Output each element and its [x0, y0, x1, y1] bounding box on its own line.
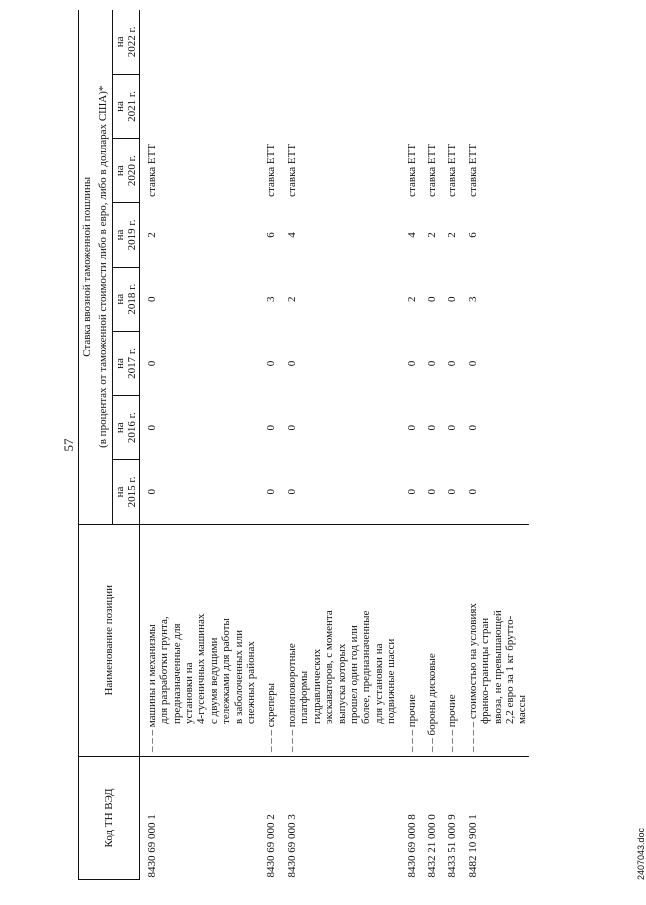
table-body — [139, 10, 528, 880]
rate-title: Ставка ввозной таможенной пошлины — [79, 10, 96, 524]
position-name-line: – – – – стоимостью на условиях — [466, 603, 479, 752]
rate-cell: 2 — [285, 296, 298, 302]
rate-cell — [459, 74, 529, 138]
position-name-line: ввоза, не превышающей — [491, 610, 504, 724]
hs-code: 8432 21 000 0 — [418, 756, 438, 879]
position-name-line: 2,2 евро за 1 кг брутто- — [503, 615, 516, 724]
position-name-line: – – – прочие — [405, 694, 418, 752]
year-prefix: на — [113, 486, 126, 498]
rate-cell: 0 — [446, 488, 459, 495]
page-number: 57 — [61, 438, 76, 452]
year-prefix: на — [113, 101, 126, 112]
year-header — [112, 331, 139, 395]
position-name-line: – – – скреперы — [265, 682, 278, 752]
tariff-table — [78, 10, 529, 880]
rate-cell: 0 — [466, 488, 479, 495]
rate-subtitle: (в процентах от таможенной стоимости либо в евро, либо в долларах США)* — [95, 10, 112, 524]
rate-cell: 0 — [145, 424, 158, 431]
position-name-line: платформы — [298, 670, 311, 724]
rate-cell: 3 — [265, 296, 278, 302]
rate-cell — [278, 10, 398, 74]
rate-cell: ставка ЕТТ — [285, 143, 298, 197]
year-label: 2020 г. — [125, 155, 138, 187]
year-header — [112, 203, 139, 267]
position-name — [438, 524, 458, 756]
table-row — [459, 10, 529, 880]
rate-cell: 0 — [425, 296, 438, 302]
year-label: 2016 г. — [125, 412, 138, 444]
table-row — [278, 10, 398, 880]
table-row — [418, 10, 438, 880]
position-name-line: – – – полноповоротные — [285, 643, 298, 752]
rate-cell: 0 — [446, 296, 459, 302]
rate-cell: 0 — [285, 424, 298, 431]
position-name-line: – – – машины и механизмы — [145, 624, 158, 752]
year-prefix: на — [113, 36, 126, 48]
position-name-line: выпуска которых — [335, 643, 348, 724]
rate-cell: 2 — [405, 296, 418, 302]
rate-cell — [139, 74, 257, 138]
year-prefix: на — [113, 165, 126, 177]
rate-cell: ставка ЕТТ — [466, 143, 479, 197]
rate-cell: 0 — [466, 360, 479, 367]
rate-cell — [257, 10, 277, 74]
year-header — [112, 10, 139, 74]
year-prefix: на — [113, 358, 126, 369]
position-name-line: подвижные шасси — [385, 638, 398, 724]
year-header — [112, 139, 139, 203]
rate-cell: 0 — [425, 360, 438, 367]
year-header — [112, 460, 139, 524]
rotated-page-content — [61, 10, 646, 880]
position-name — [278, 524, 398, 756]
position-name-line: франко-границы стран — [479, 617, 492, 724]
position-name — [459, 524, 529, 756]
hs-code: 8433 51 000 9 — [438, 756, 458, 879]
position-name — [257, 524, 277, 756]
year-prefix: на — [113, 229, 126, 241]
position-name-line: массы — [516, 695, 529, 724]
table-row — [398, 10, 418, 880]
rate-cell: 0 — [405, 360, 418, 367]
position-name-line: в заболоченных или — [232, 630, 245, 724]
rate-cell: 2 — [145, 232, 158, 238]
rate-cell: 0 — [405, 424, 418, 431]
year-label: 2015 г. — [125, 476, 138, 508]
position-name-line: с двумя ведущими — [207, 637, 220, 724]
rate-cell — [438, 74, 458, 138]
year-header — [112, 267, 139, 331]
position-name — [139, 524, 257, 756]
rate-cell — [418, 74, 438, 138]
position-name-line: прошел один год или — [347, 625, 360, 724]
year-prefix: на — [113, 422, 126, 434]
code-column-header: Код ТН ВЭД — [79, 756, 140, 879]
position-name-line: более, предназначенные — [360, 610, 373, 724]
table-row — [438, 10, 458, 880]
rate-cell: 0 — [285, 488, 298, 495]
rate-cell: 0 — [466, 424, 479, 431]
rate-cell: 3 — [466, 296, 479, 302]
year-label: 2017 г. — [125, 348, 138, 379]
rate-cell: 0 — [425, 488, 438, 495]
rate-cell: 0 — [405, 488, 418, 495]
position-name-line: экскаваторов, с момента — [323, 610, 336, 724]
rate-cell: 4 — [405, 232, 418, 238]
rate-cell — [398, 10, 418, 74]
position-name-line: снежных районах — [245, 641, 258, 724]
year-prefix: на — [113, 293, 126, 305]
rate-cell — [398, 74, 418, 138]
position-name-line: 4-гусеничных машинах — [195, 613, 208, 724]
position-name-line: тележками для работы — [220, 618, 233, 724]
hs-code: 8430 69 000 1 — [139, 756, 257, 879]
rate-cell — [257, 74, 277, 138]
rate-cell: 2 — [425, 232, 438, 238]
hs-code: 8430 69 000 8 — [398, 756, 418, 879]
rate-cell: 0 — [446, 424, 459, 431]
rate-cell — [418, 10, 438, 74]
year-label: 2021 г. — [125, 91, 138, 122]
rate-cell: 0 — [285, 360, 298, 367]
rate-cell: ставка ЕТТ — [265, 143, 278, 197]
rate-cell: 0 — [145, 488, 158, 495]
position-name — [398, 524, 418, 756]
rate-cell: 6 — [466, 232, 479, 238]
rate-cell: ставка ЕТТ — [446, 143, 459, 197]
rate-cell: 0 — [425, 424, 438, 431]
rate-cell: 4 — [285, 232, 298, 238]
table-row — [139, 10, 257, 880]
position-name-line: – – – прочие — [446, 694, 459, 752]
year-label: 2022 г. — [125, 26, 138, 58]
rate-cell: 0 — [265, 488, 278, 495]
rate-cell: 0 — [145, 296, 158, 302]
hs-code: 8430 69 000 3 — [278, 756, 398, 879]
position-name-line: предназначенные для — [170, 623, 183, 724]
table-row — [257, 10, 277, 880]
position-name-line: гидравлических — [310, 648, 323, 724]
hs-code: 8482 10 900 1 — [459, 756, 529, 879]
rate-cell: ставка ЕТТ — [145, 143, 158, 197]
name-column-header: Наименование позиции — [79, 524, 140, 756]
position-name-line: – – бороны дисковые — [425, 653, 438, 752]
year-label: 2018 г. — [125, 283, 138, 315]
rate-cell: 0 — [446, 360, 459, 367]
table-header — [78, 10, 139, 880]
hs-code: 8430 69 000 2 — [257, 756, 277, 879]
rate-cell — [438, 10, 458, 74]
rate-cell: 2 — [446, 232, 459, 238]
rate-cell — [139, 10, 257, 74]
rate-cell: 0 — [145, 360, 158, 367]
rate-cell: ставка ЕТТ — [405, 143, 418, 197]
rate-cell: 0 — [265, 360, 278, 367]
rate-cell: 6 — [265, 232, 278, 238]
year-label: 2019 г. — [125, 219, 138, 251]
position-name-line: установки на — [183, 662, 196, 724]
rate-cell: 0 — [265, 424, 278, 431]
rate-cell — [278, 74, 398, 138]
position-name — [418, 524, 438, 756]
rate-cell — [459, 10, 529, 74]
rate-cell: ставка ЕТТ — [425, 143, 438, 197]
year-header — [112, 74, 139, 138]
position-name-line: для установки на — [372, 643, 385, 724]
position-name-line: для разработки грунта, — [158, 616, 171, 724]
year-header — [112, 396, 139, 460]
footer-file-name: 2407043.doc — [636, 827, 646, 880]
